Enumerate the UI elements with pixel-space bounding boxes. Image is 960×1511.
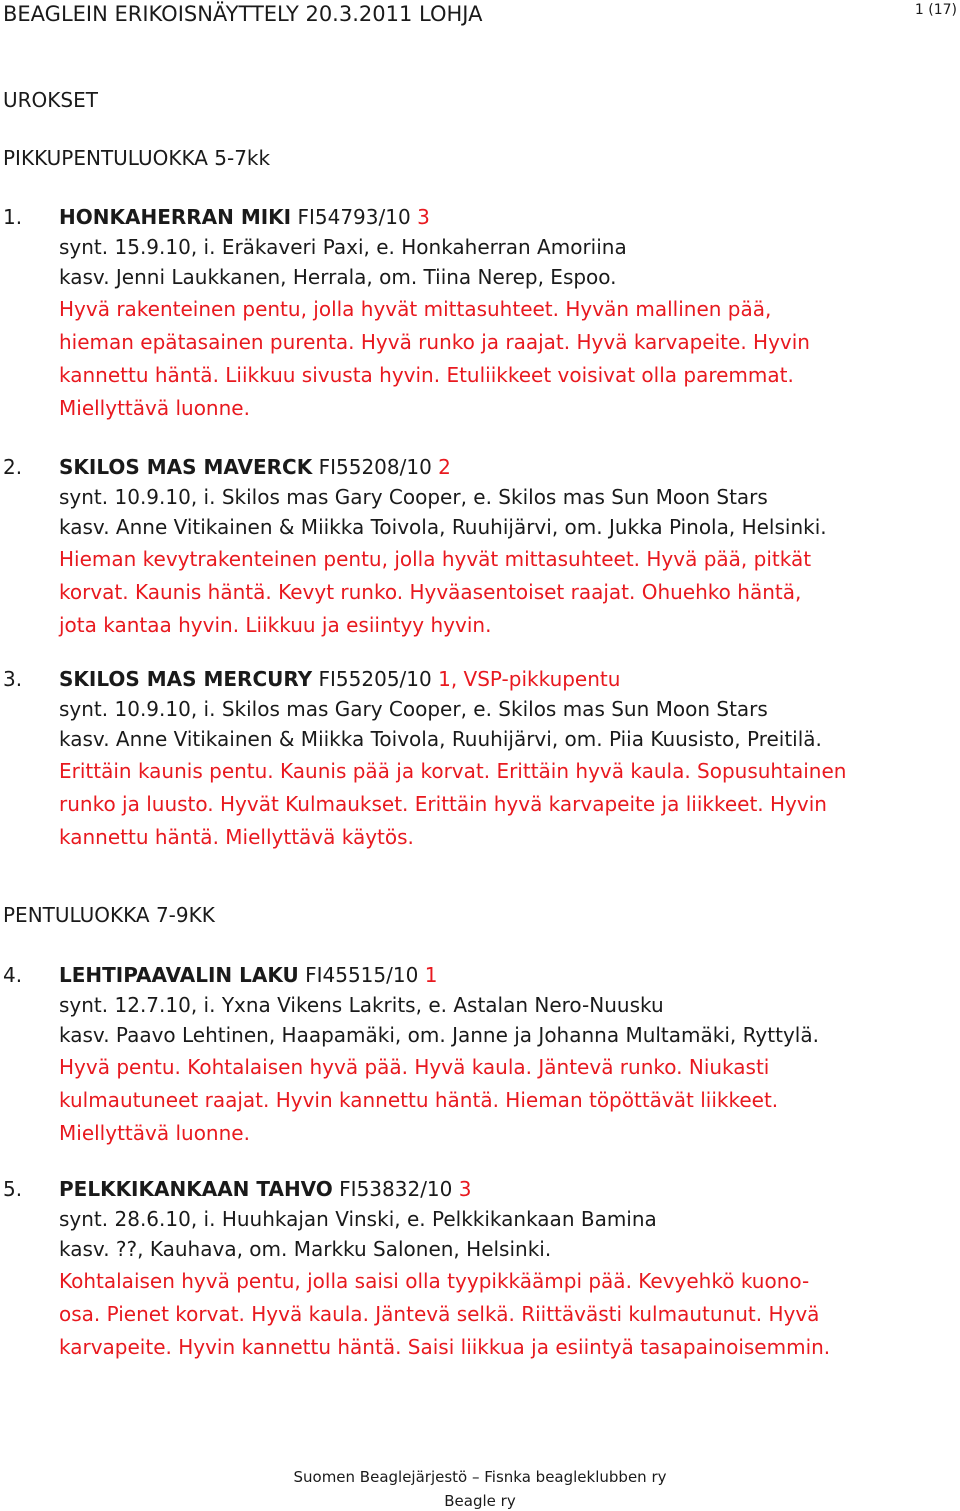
critique [59,293,954,425]
registration-number: FI45515/10 [305,963,419,987]
section-title-males: UROKSET [3,88,98,112]
critique-line: kannettu häntä. Liikkuu sivusta hyvin. Etuliikkeet voisivat olla paremmat. [59,363,794,387]
critique-line: korvat. Kaunis häntä. Kevyt runko. Hyväasentoiset raajat. Ohuehko häntä, [59,580,802,604]
dog-name: PELKKIKANKAAN TAHVO [59,1177,333,1201]
dog-name: SKILOS MAS MERCURY [59,667,313,691]
breeder-owner-line: kasv. Anne Vitikainen & Miikka Toivola, Ruuhijärvi, om. Jukka Pinola, Helsinki. [59,515,827,539]
page-header [3,0,957,30]
critique [59,755,954,854]
critique-line: karvapeite. Hyvin kannettu häntä. Saisi liikkua ja esiintyä tasapainoisemmin. [59,1335,831,1359]
registration-number: FI55205/10 [318,667,432,691]
critique [59,1051,954,1150]
entry-number: 3. [3,667,23,691]
entry-number: 5. [3,1177,23,1201]
entry-4 [3,960,958,1150]
critique-line: hieman epätasainen purenta. Hyvä runko ja raajat. Hyvä karvapeite. Hyvin [59,330,810,354]
placement: 3 [458,1177,472,1201]
entry-heading [3,664,958,694]
placement: 3 [417,205,430,229]
breeder-owner-line: kasv. ??, Kauhava, om. Markku Salonen, Helsinki. [59,1237,552,1261]
placement: 1, VSP-pikkupentu [438,667,621,691]
entry-number: 1. [3,205,23,229]
entry-heading [3,1174,958,1204]
registration-number: FI55208/10 [318,455,432,479]
entry-heading [3,452,958,482]
parents-line: synt. 28.6.10, i. Huuhkajan Vinski, e. Pelkkikankaan Bamina [59,1207,657,1231]
footer-organization: Suomen Beaglejärjestö – Fisnka beagleklubben ry [293,1468,667,1486]
critique-line: runko ja luusto. Hyvät Kulmaukset. Erittäin hyvä karvapeite ja liikkeet. Hyvin [59,792,827,816]
entry-3 [3,664,958,854]
entry-5 [3,1174,958,1364]
critique-line: kannettu häntä. Miellyttävä käytös. [59,825,414,849]
critique-line: Hieman kevytrakenteinen pentu, jolla hyvät mittasuhteet. Hyvä pää, pitkät [59,547,812,571]
critique-line: Kohtalaisen hyvä pentu, jolla saisi olla tyypikkäämpi pää. Kevyehkö kuono- [59,1269,810,1293]
dog-name: LEHTIPAAVALIN LAKU [59,963,299,987]
breeder-owner-line: kasv. Paavo Lehtinen, Haapamäki, om. Janne ja Johanna Multamäki, Ryttylä. [59,1023,819,1047]
entry-number: 4. [3,963,23,987]
dog-name: HONKAHERRAN MIKI [59,205,292,229]
dog-name: SKILOS MAS MAVERCK [59,455,313,479]
parents-line: synt. 10.9.10, i. Skilos mas Gary Cooper, e. Skilos mas Sun Moon Stars [59,697,768,721]
parents-line: synt. 15.9.10, i. Eräkaveri Paxi, e. Honkaherran Amoriina [59,235,627,259]
entry-number: 2. [3,455,23,479]
placement: 2 [438,455,451,479]
critique [59,543,954,642]
critique-line: Hyvä rakenteinen pentu, jolla hyvät mittasuhteet. Hyvän mallinen pää, [59,297,772,321]
registration-number: FI54793/10 [297,205,411,229]
placement: 1 [424,963,438,987]
critique-line: Miellyttävä luonne. [59,1121,250,1145]
class-title-minipuppy: PIKKUPENTULUOKKA 5-7kk [3,146,271,170]
registration-number: FI53832/10 [339,1177,453,1201]
entry-heading [3,960,958,990]
critique-line: Miellyttävä luonne. [59,396,250,420]
document-title: BEAGLEIN ERIKOISNÄYTTELY 20.3.2011 LOHJA [3,2,483,26]
breeder-owner-line: kasv. Anne Vitikainen & Miikka Toivola, Ruuhijärvi, om. Piia Kuusisto, Preitilä. [59,727,822,751]
parents-line: synt. 12.7.10, i. Yxna Vikens Lakrits, e. Astalan Nero-Nuusku [59,993,664,1017]
footer-club: Beagle ry [444,1492,516,1510]
critique [59,1265,954,1364]
critique-line: Hyvä pentu. Kohtalaisen hyvä pää. Hyvä kaula. Jäntevä runko. Niukasti [59,1055,770,1079]
entry-1 [3,202,958,425]
breeder-owner-line: kasv. Jenni Laukkanen, Herrala, om. Tiina Nerep, Espoo. [59,265,617,289]
entry-2 [3,452,958,642]
critique-line: Erittäin kaunis pentu. Kaunis pää ja korvat. Erittäin hyvä kaula. Sopusuhtainen [59,759,847,783]
page-number: 1 (17) [914,2,957,18]
critique-line: osa. Pienet korvat. Hyvä kaula. Jäntevä selkä. Riittävästi kulmautunut. Hyvä [59,1302,820,1326]
class-title-puppy: PENTULUOKKA 7-9KK [3,903,215,927]
parents-line: synt. 10.9.10, i. Skilos mas Gary Cooper, e. Skilos mas Sun Moon Stars [59,485,768,509]
critique-line: kulmautuneet raajat. Hyvin kannettu häntä. Hieman töpöttävät liikkeet. [59,1088,779,1112]
critique-line: jota kantaa hyvin. Liikkuu ja esiintyy hyvin. [59,613,492,637]
entry-heading [3,202,958,232]
